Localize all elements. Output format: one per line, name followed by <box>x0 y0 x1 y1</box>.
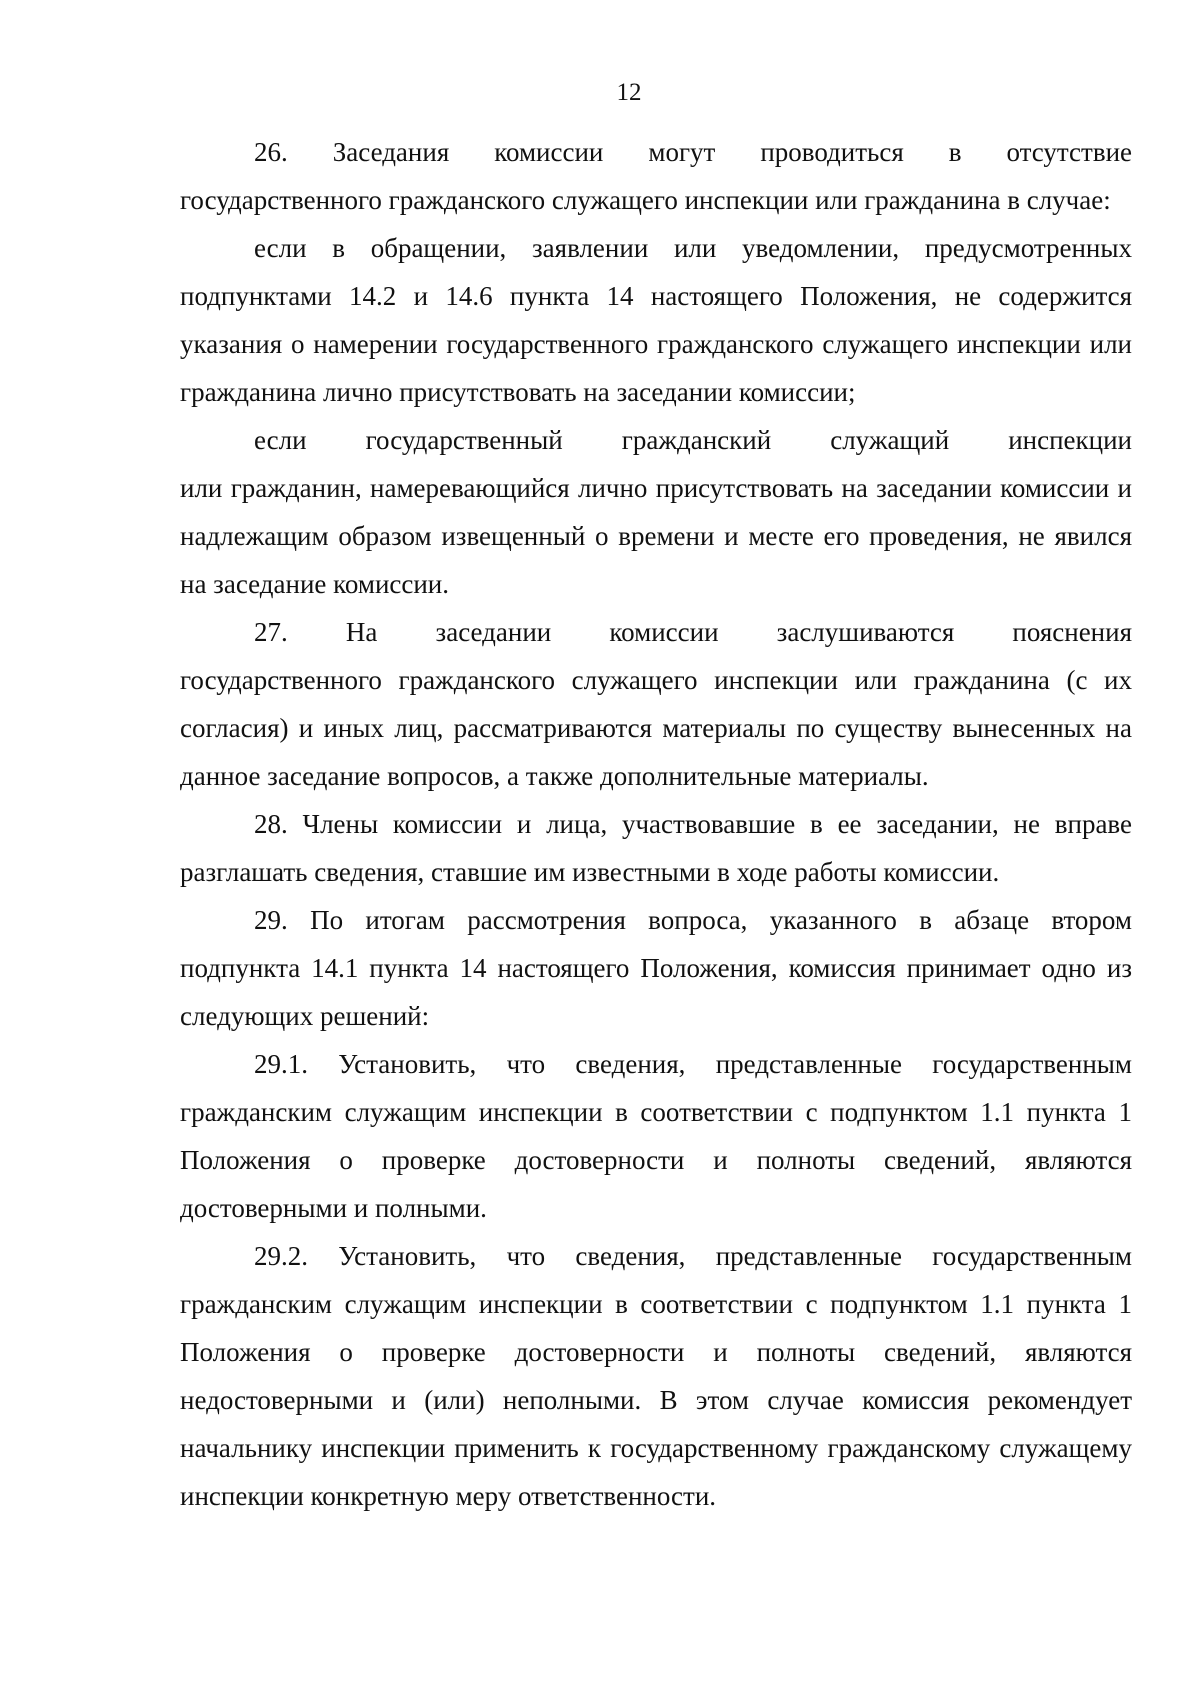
paragraph-29: 29. По итогам рассмотрения вопроса, указанного в абзаце втором подпункта 14.1 пункта 14 настоящего Положения, комиссия принимает одно из следующих решений: <box>180 905 1132 1031</box>
paragraph-27-first-line: 27. На заседании комиссии заслушиваются пояснения <box>254 617 1132 647</box>
paragraph-26-case-2-first-line: если государственный гражданский служащий инспекции <box>254 425 1132 455</box>
paragraph-27: государственного гражданского служащего инспекции или гражданина (с их согласия) и иных лиц, рассматриваются материалы по существу вынесенных на данное заседание вопросов, а также дополнительные материалы. <box>180 665 1132 791</box>
page-number: 12 <box>616 79 642 106</box>
paragraph-26-case-2: или гражданин, намеревающийся лично присутствовать на заседании комиссии и надлежащим образом извещенный о времени и месте его проведения, не явился на заседание комиссии. <box>180 473 1132 599</box>
paragraph-29-2: 29.2. Установить, что сведения, представленные государственным гражданским служащим инспекции в соответствии с подпунктом 1.1 пункта 1 Положения о проверке достоверности и полноты сведений, являются недостоверными и (или) неполными. В этом случае комиссия рекомендует начальнику инспекции применить к государственному гражданскому служащему инспекции конкретную меру ответственности. <box>180 1241 1132 1511</box>
paragraph-28: 28. Члены комиссии и лица, участвовавшие в ее заседании, не вправе разглашать сведения, ставшие им известными в ходе работы комиссии. <box>180 809 1132 887</box>
paragraph-26-case-1: если в обращении, заявлении или уведомлении, предусмотренных подпунктами 14.2 и 14.6 пункта 14 настоящего Положения, не содержится указания о намерении государственного гражданского служащего инспекции или гражданина лично присутствовать на заседании комиссии; <box>180 233 1132 407</box>
paragraph-26: государственного гражданского служащего инспекции или гражданина в случае: <box>180 185 1111 215</box>
document-body <box>180 128 1132 1520</box>
paragraph-29-1: 29.1. Установить, что сведения, представленные государственным гражданским служащим инспекции в соответствии с подпунктом 1.1 пункта 1 Положения о проверке достоверности и полноты сведений, являются достоверными и полными. <box>180 1049 1132 1223</box>
paragraph-26-first-line: 26. Заседания комиссии могут проводиться в отсутствие <box>254 137 1132 167</box>
